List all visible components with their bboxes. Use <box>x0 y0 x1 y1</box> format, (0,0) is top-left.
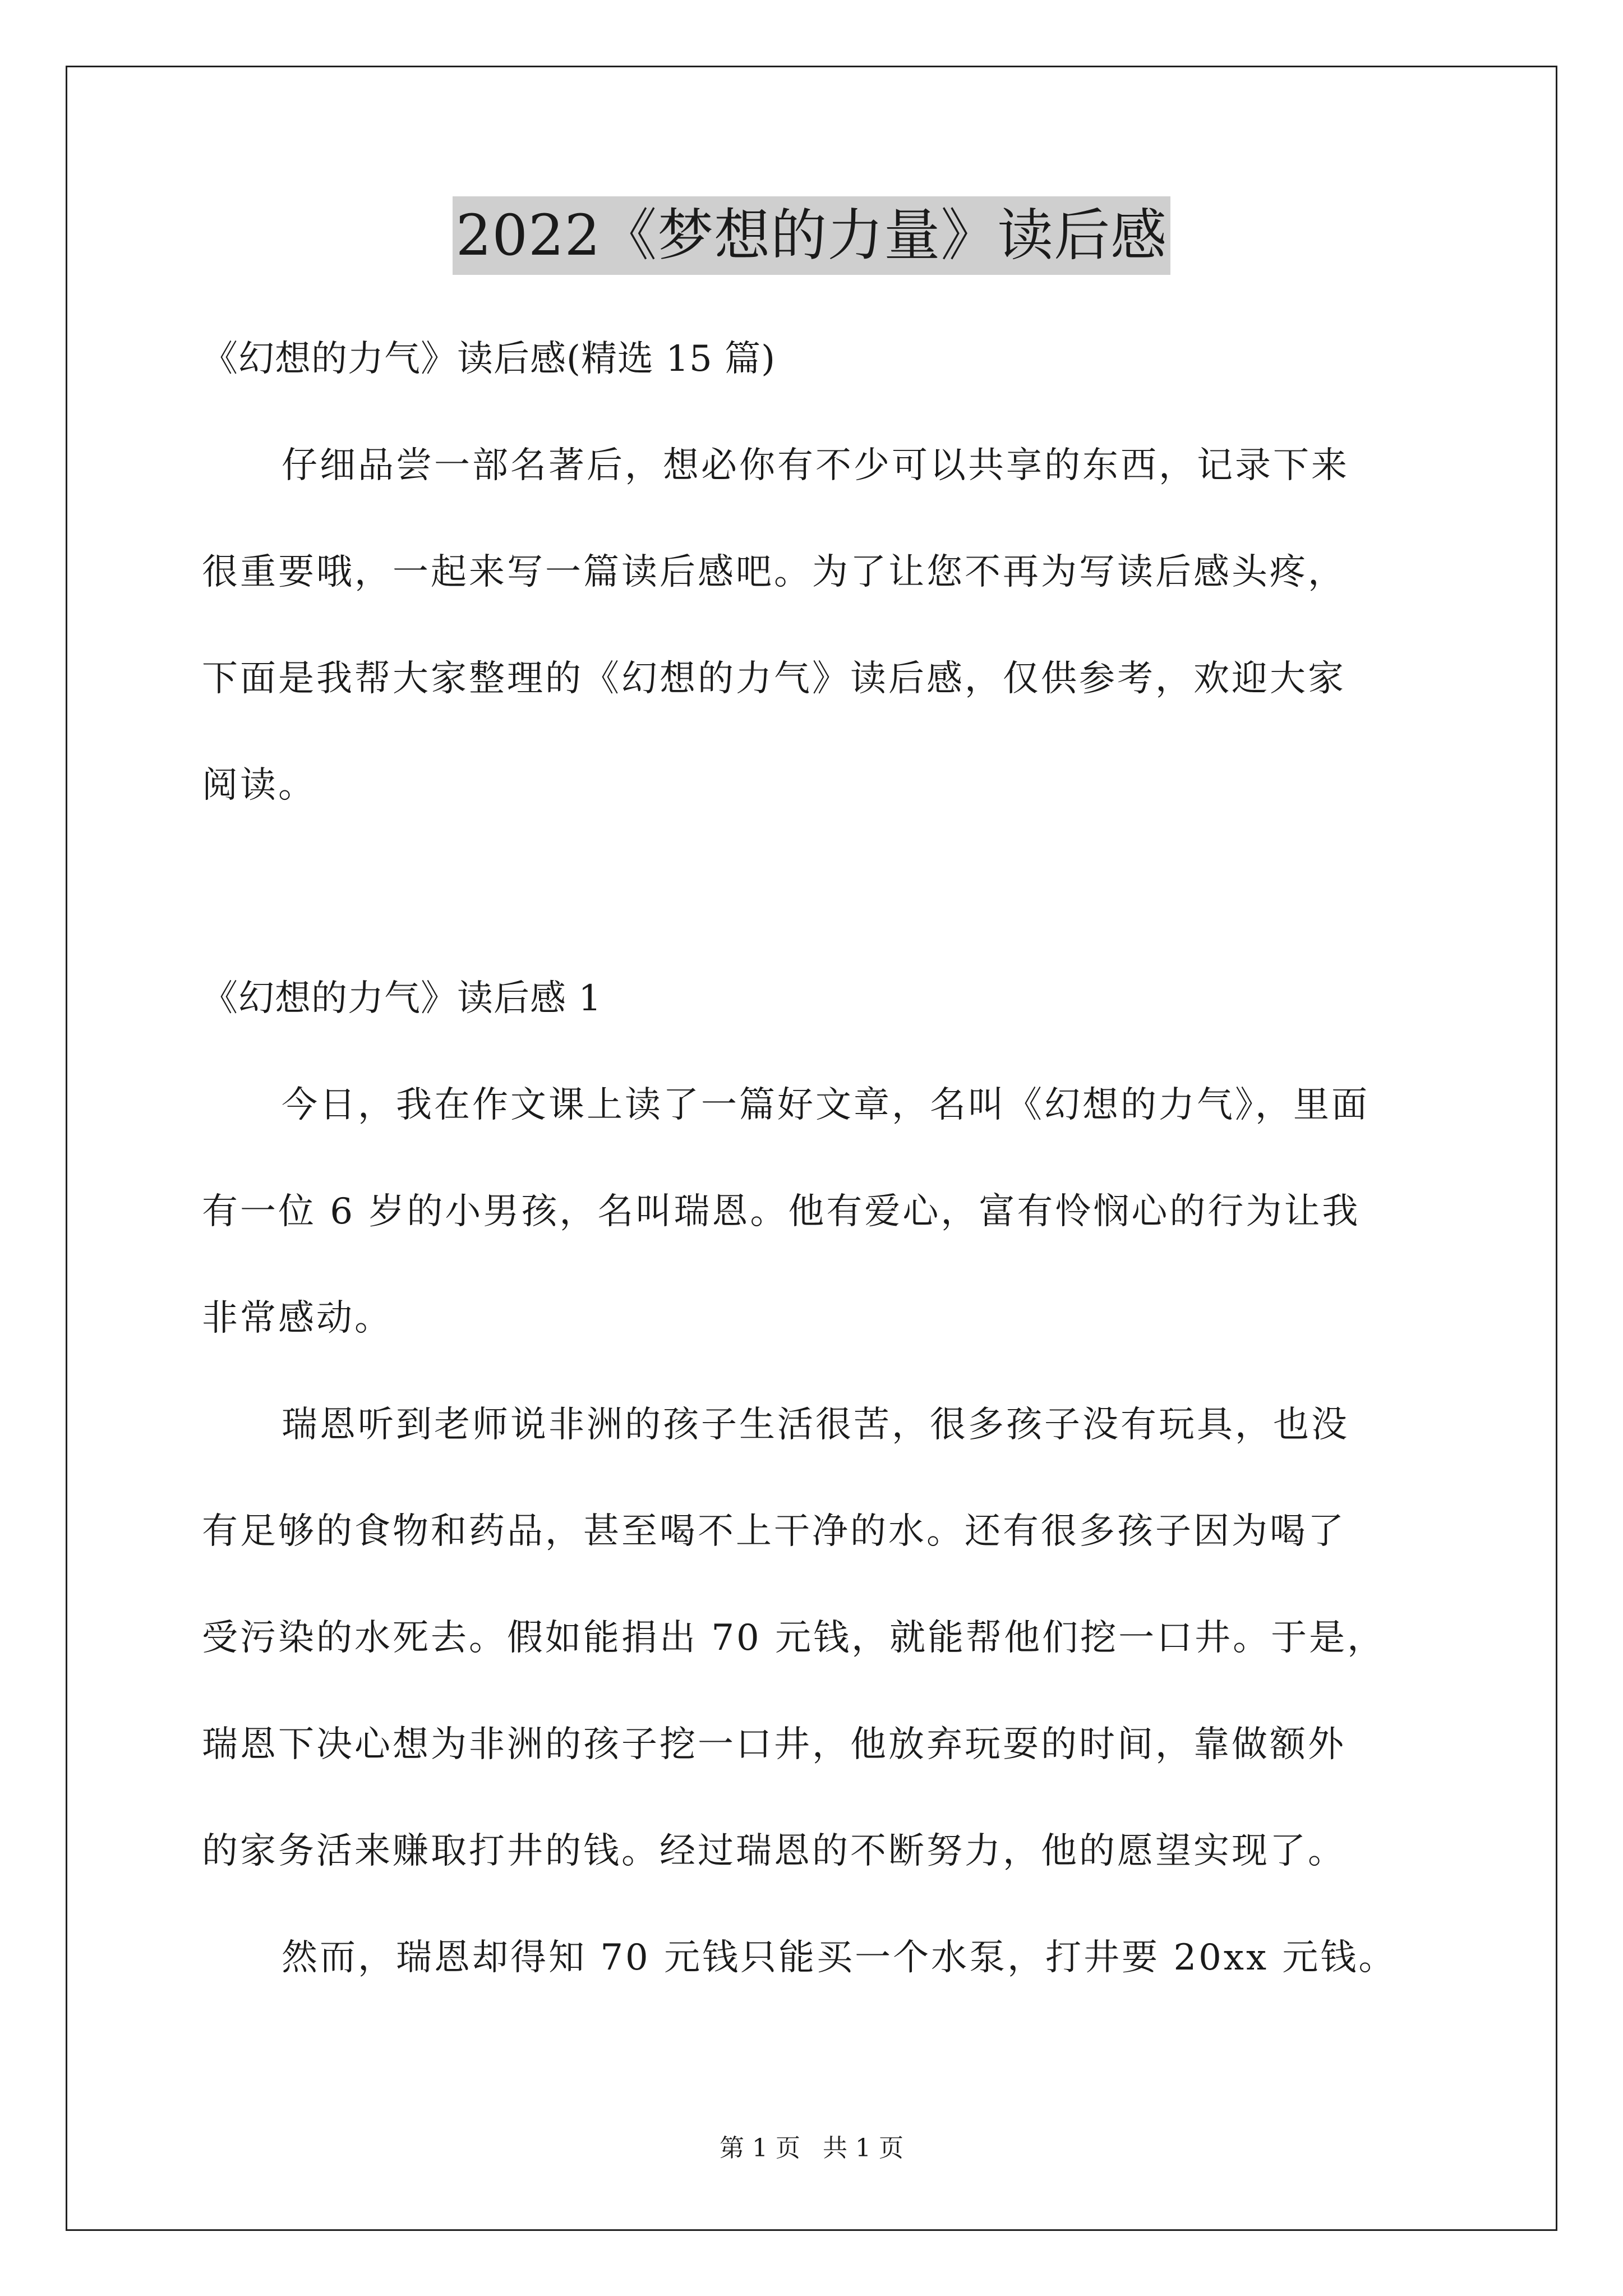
intro-line: 下面是我帮大家整理的《幻想的力气》读后感，仅供参考，欢迎大家 <box>202 658 1346 700</box>
page-footer <box>0 2132 1623 2165</box>
document-title: 2022《梦想的力量》读后感 <box>453 196 1171 275</box>
paragraph-line: 瑞恩下决心想为非洲的孩子挖一口井，他放弃玩耍的时间，靠做额外 <box>202 1724 1346 1765</box>
page-number-total: 共 1 页 <box>823 2134 903 2162</box>
paragraph-line: 然而，瑞恩却得知 70 元钱只能买一个水泵，打井要 20xx 元钱。 <box>282 1937 1397 1978</box>
section-heading: 《幻想的力气》读后感 1 <box>202 978 602 1019</box>
paragraph-gap <box>202 839 1436 945</box>
page-number-current: 第 1 页 <box>720 2134 800 2162</box>
title-container <box>0 196 1623 275</box>
document-body <box>202 306 1436 2011</box>
paragraph-line: 受污染的水死去。假如能捐出 70 元钱，就能帮他们挖一口井。于是， <box>202 1617 1386 1659</box>
document-subtitle: 《幻想的力气》读后感(精选 15 篇) <box>202 338 776 380</box>
intro-line: 很重要哦，一起来写一篇读后感吧。为了让您不再为写读后感头疼， <box>202 551 1346 593</box>
paragraph-line: 有足够的食物和药品，甚至喝不上干净的水。还有很多孩子因为喝了 <box>202 1511 1346 1552</box>
paragraph-line: 今日，我在作文课上读了一篇好文章，名叫《幻想的力气》，里面 <box>282 1084 1370 1126</box>
paragraph-line: 瑞恩听到老师说非洲的孩子生活很苦，很多孩子没有玩具，也没 <box>282 1404 1349 1446</box>
paragraph-line: 的家务活来赚取打井的钱。经过瑞恩的不断努力，他的愿望实现了。 <box>202 1830 1346 1872</box>
intro-line: 仔细品尝一部名著后，想必你有不少可以共享的东西，记录下来 <box>282 445 1349 486</box>
intro-line: 阅读。 <box>202 765 316 806</box>
paragraph-line: 非常感动。 <box>202 1297 393 1339</box>
paragraph-line: 有一位 6 岁的小男孩，名叫瑞恩。他有爱心，富有怜悯心的行为让我 <box>202 1191 1361 1232</box>
